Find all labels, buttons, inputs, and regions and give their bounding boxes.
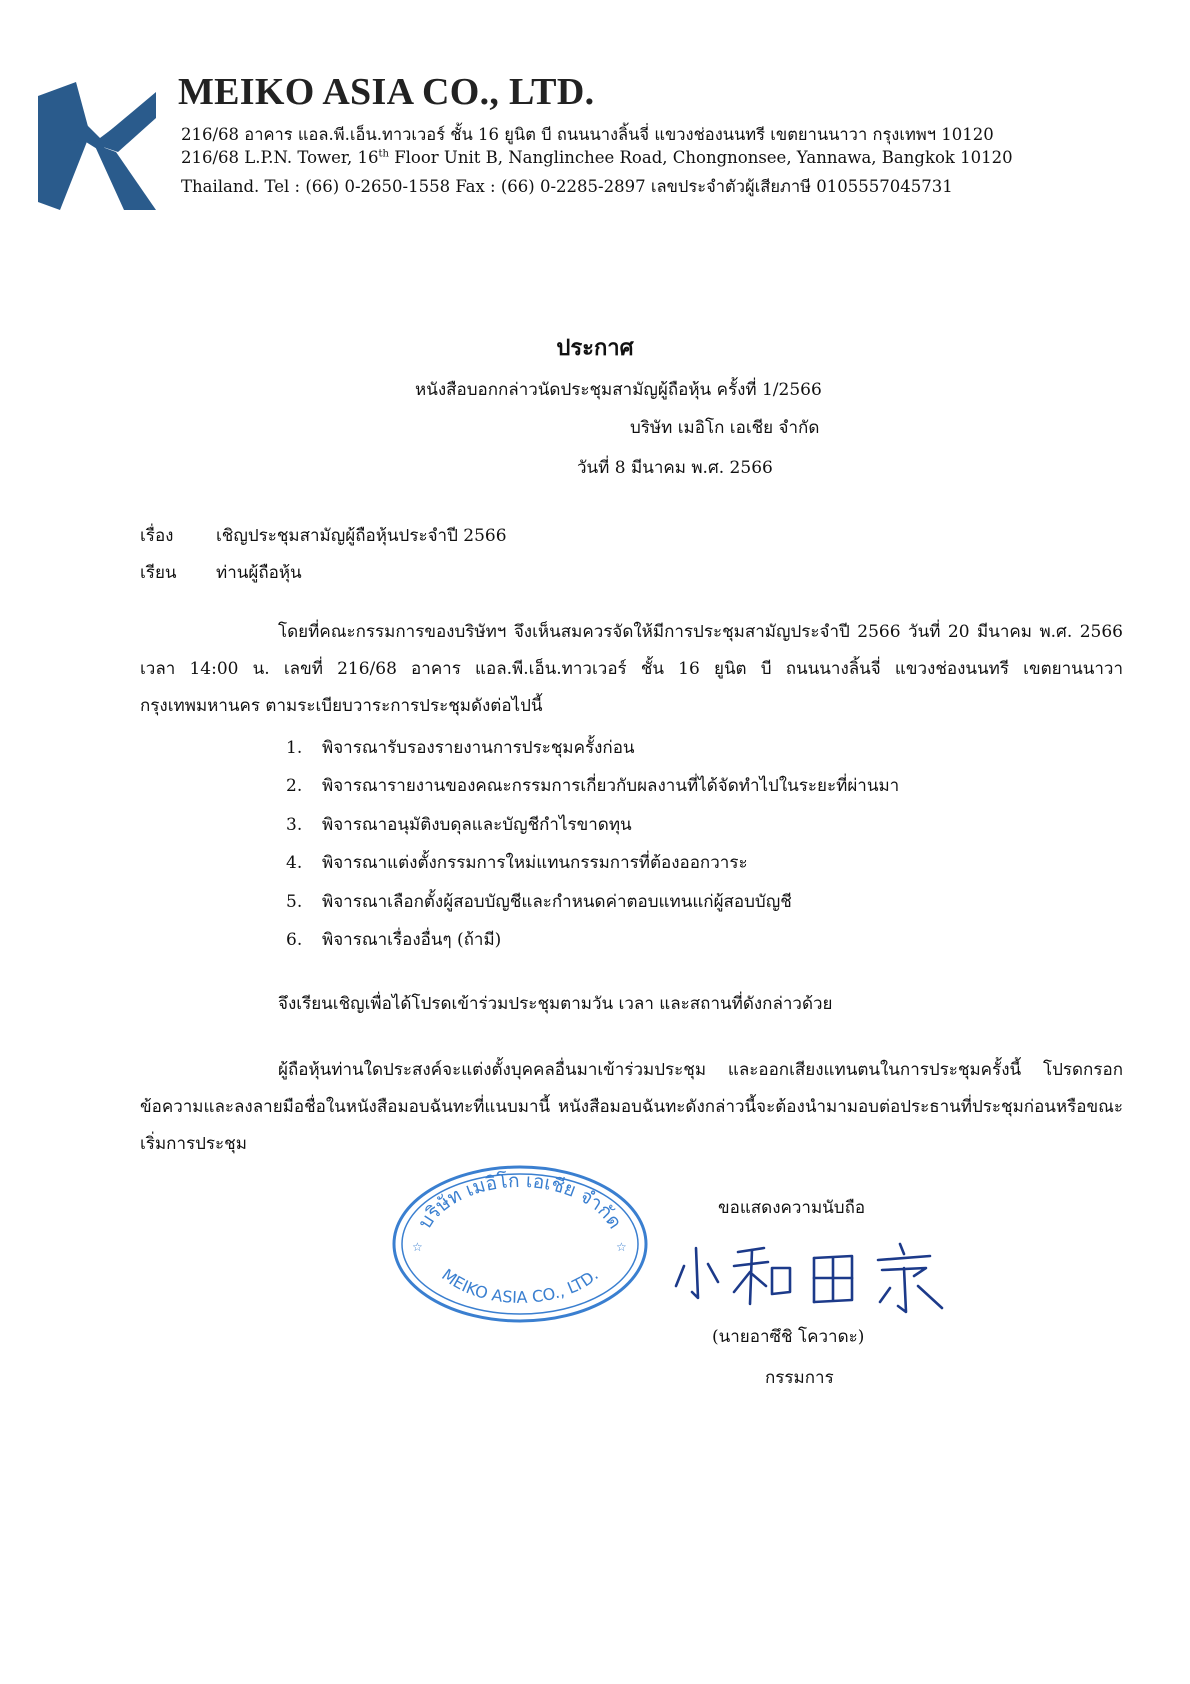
agenda-item-number: 3. bbox=[286, 814, 303, 835]
agenda-item-number: 4. bbox=[286, 853, 303, 874]
agenda-item-number: 6. bbox=[286, 929, 303, 950]
stamp-star-icon: ☆ bbox=[616, 1240, 627, 1254]
body-paragraph-2 bbox=[140, 1052, 1123, 1163]
address-english bbox=[181, 148, 1013, 167]
stamp-top-textpath: บริษัท เมอิโก เอเชีย จำกัด bbox=[413, 1169, 627, 1233]
agenda-item-text: พิจารณาอนุมัติงบดุลและบัญชีกำไรขาดทุน bbox=[322, 814, 632, 835]
signer-name: (นายอาซึชิ โควาดะ) bbox=[712, 1327, 865, 1347]
stamp-bottom-text bbox=[438, 1265, 602, 1307]
contact-line: Thailand. Tel : (66) 0-2650-1558 Fax : (66) 0-2285-2897 เลขประจำตัวผู้เสียภาษี 0105557045731 bbox=[181, 177, 953, 196]
agenda-item bbox=[286, 844, 899, 882]
stamp-bottom-textpath: MEIKO ASIA CO., LTD. bbox=[438, 1264, 602, 1307]
agenda-list bbox=[286, 729, 899, 959]
agenda-item-number: 1. bbox=[286, 738, 303, 758]
recipient-label: เรียน bbox=[140, 563, 177, 583]
agenda-item bbox=[286, 806, 899, 844]
notice-company: บริษัท เมอิโก เอเชีย จำกัด bbox=[630, 418, 820, 438]
agenda-item bbox=[286, 921, 899, 959]
stamp-star-icon: ☆ bbox=[412, 1240, 423, 1254]
company-name: MEIKO ASIA CO., LTD. bbox=[178, 71, 595, 113]
invitation-line: จึงเรียนเชิญเพื่อได้โปรดเข้าร่วมประชุมตามวัน เวลา และสถานที่ดังกล่าวด้วย bbox=[278, 994, 833, 1014]
body-paragraph-1 bbox=[140, 614, 1123, 725]
agenda-item-text: พิจารณาเลือกตั้งผู้สอบบัญชีและกำหนดค่าตอบแทนแก่ผู้สอบบัญชี bbox=[322, 891, 792, 912]
agenda-item-number: 2. bbox=[286, 776, 303, 797]
notice-title: ประกาศ bbox=[556, 335, 634, 361]
notice-subtitle: หนังสือบอกกล่าวนัดประชุมสามัญผู้ถือหุ้น ครั้งที่ 1/2566 bbox=[415, 380, 822, 400]
agenda-item bbox=[286, 883, 899, 921]
agenda-item-number: 5. bbox=[286, 891, 303, 912]
body-paragraph-2-text: ผู้ถือหุ้นท่านใดประสงค์จะแต่งตั้งบุคคลอื่นมาเข้าร่วมประชุม และออกเสียงแทนตนในการประชุมครั้งนี้ โปรดกรอกข้อความและลงลายมือชื่อในหนังสือมอบฉันทะที่แนบมานี้ หนังสือมอบฉันทะดังกล่าวนี้จะต้องนำมามอบต่อประธานที่ประชุมก่อนหรือขณะเริ่มการประชุม bbox=[140, 1060, 1123, 1154]
stamp-top-text bbox=[414, 1170, 626, 1233]
address-english-part1: 216/68 L.P.N. Tower, 16 bbox=[181, 148, 379, 167]
agenda-item-text: พิจารณาเรื่องอื่นๆ (ถ้ามี) bbox=[322, 929, 502, 950]
closing-regards: ขอแสดงความนับถือ bbox=[718, 1198, 866, 1218]
agenda-item-text: พิจารณารายงานของคณะกรรมการเกี่ยวกับผลงานที่ได้จัดทำไปในระยะที่ผ่านมา bbox=[322, 776, 900, 797]
agenda-item-text: พิจารณาแต่งตั้งกรรมการใหม่แทนกรรมการที่ต้องออกวาระ bbox=[322, 853, 748, 874]
subject-value: เชิญประชุมสามัญผู้ถือหุ้นประจำปี 2566 bbox=[216, 526, 507, 546]
address-english-part2: Floor Unit B, Nanglinchee Road, Chongnonsee, Yannawa, Bangkok 10120 bbox=[388, 148, 1013, 167]
signer-title: กรรมการ bbox=[765, 1368, 834, 1388]
agenda-item bbox=[286, 729, 899, 767]
address-thai: 216/68 อาคาร แอล.พี.เอ็น.ทาวเวอร์ ชั้น 16 ยูนิต บี ถนนนางลิ้นจี่ แขวงช่องนนทรี เขตยานนาวา กรุงเทพฯ 10120 bbox=[181, 125, 994, 144]
company-stamp bbox=[390, 1163, 650, 1325]
subject-label: เรื่อง bbox=[140, 526, 174, 546]
meiko-k-logo-icon bbox=[38, 82, 156, 210]
handwritten-signature bbox=[668, 1238, 958, 1318]
notice-date: วันที่ 8 มีนาคม พ.ศ. 2566 bbox=[577, 458, 773, 478]
agenda-item-text: พิจารณารับรองรายงานการประชุมครั้งก่อน bbox=[322, 738, 635, 758]
recipient-value: ท่านผู้ถือหุ้น bbox=[216, 563, 302, 583]
address-english-sup: th bbox=[378, 148, 389, 160]
agenda-item bbox=[286, 767, 899, 805]
body-paragraph-1-text: โดยที่คณะกรรมการของบริษัทฯ จึงเห็นสมควรจัดให้มีการประชุมสามัญประจำปี 2566 วันที่ 20 มีนาคม พ.ศ. 2566 เวลา 14:00 น. เลขที่ 216/68 อาคาร แอล.พี.เอ็น.ทาวเวอร์ ชั้น 16 ยูนิต บี ถนนนางลิ้นจี่ แขวงช่องนนทรี เขตยานนาวา กรุงเทพมหานคร ตามระเบียบวาระการประชุมดังต่อไปนี้ bbox=[140, 622, 1123, 716]
